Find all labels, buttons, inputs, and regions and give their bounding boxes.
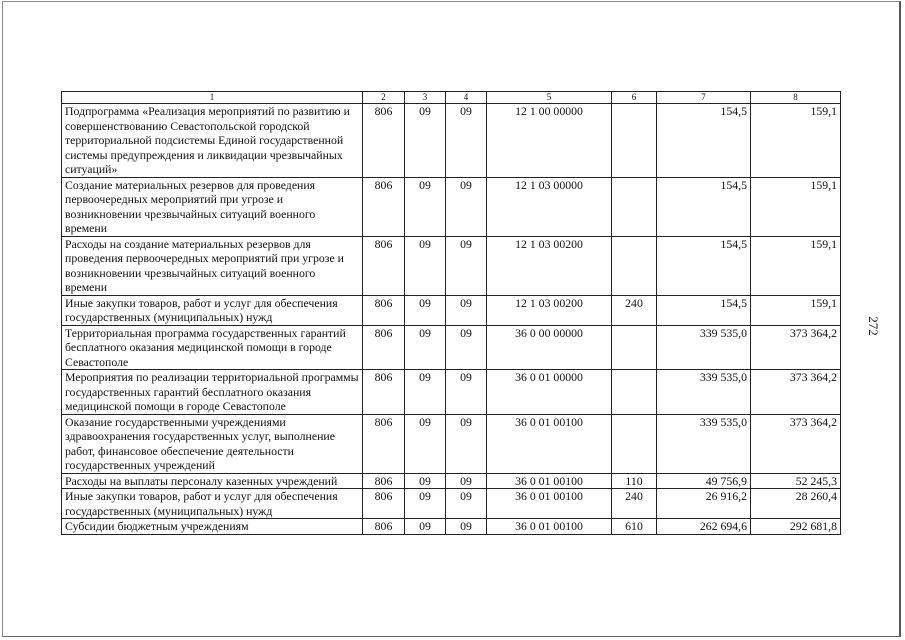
ministry-code: 806 xyxy=(363,519,405,535)
amount-year-2: 373 364,2 xyxy=(751,414,841,473)
ministry-code: 806 xyxy=(363,236,405,295)
expense-type-code: 240 xyxy=(612,489,657,519)
expense-type-code xyxy=(612,414,657,473)
subsection-code: 09 xyxy=(446,295,487,325)
column-number: 2 xyxy=(363,92,405,104)
table-row xyxy=(62,489,841,519)
subsection-code: 09 xyxy=(446,104,487,178)
target-article-code: 12 1 03 00200 xyxy=(487,236,612,295)
amount-year-1: 339 535,0 xyxy=(657,325,751,370)
column-number: 4 xyxy=(446,92,487,104)
column-number: 6 xyxy=(612,92,657,104)
section-code: 09 xyxy=(405,473,446,489)
section-code: 09 xyxy=(405,370,446,415)
row-name: Подпрограмма «Реализация мероприятий по развитию и совершенствованию Севастопольской городской территориальной подсистемы Единой государственной системы предупреждения и ликвидации чрезвычайных ситуаций» xyxy=(62,104,363,178)
row-name: Территориальная программа государственных гарантий бесплатного оказания медицинской помощи в городе Севастополе xyxy=(62,325,363,370)
target-article-code: 12 1 00 00000 xyxy=(487,104,612,178)
amount-year-2: 159,1 xyxy=(751,104,841,178)
table-row xyxy=(62,473,841,489)
amount-year-1: 154,5 xyxy=(657,295,751,325)
ministry-code: 806 xyxy=(363,489,405,519)
expense-type-code xyxy=(612,325,657,370)
table-row xyxy=(62,414,841,473)
amount-year-2: 28 260,4 xyxy=(751,489,841,519)
target-article-code: 36 0 01 00000 xyxy=(487,370,612,415)
section-code: 09 xyxy=(405,177,446,236)
subsection-code: 09 xyxy=(446,370,487,415)
amount-year-1: 26 916,2 xyxy=(657,489,751,519)
amount-year-1: 154,5 xyxy=(657,104,751,178)
expense-type-code xyxy=(612,104,657,178)
subsection-code: 09 xyxy=(446,473,487,489)
amount-year-2: 159,1 xyxy=(751,236,841,295)
expense-type-code xyxy=(612,177,657,236)
subsection-code: 09 xyxy=(446,414,487,473)
section-code: 09 xyxy=(405,414,446,473)
row-name: Иные закупки товаров, работ и услуг для обеспечения государственных (муниципальных) нужд xyxy=(62,295,363,325)
section-code: 09 xyxy=(405,489,446,519)
row-name: Субсидии бюджетным учреждениям xyxy=(62,519,363,535)
table-row xyxy=(62,325,841,370)
expense-type-code: 610 xyxy=(612,519,657,535)
row-name: Расходы на выплаты персоналу казенных учреждений xyxy=(62,473,363,489)
amount-year-2: 373 364,2 xyxy=(751,370,841,415)
section-code: 09 xyxy=(405,519,446,535)
amount-year-1: 262 694,6 xyxy=(657,519,751,535)
target-article-code: 36 0 01 00100 xyxy=(487,489,612,519)
column-number: 1 xyxy=(62,92,363,104)
table-row xyxy=(62,519,841,535)
amount-year-1: 49 756,9 xyxy=(657,473,751,489)
subsection-code: 09 xyxy=(446,236,487,295)
section-code: 09 xyxy=(405,236,446,295)
target-article-code: 12 1 03 00000 xyxy=(487,177,612,236)
table-row xyxy=(62,295,841,325)
ministry-code: 806 xyxy=(363,370,405,415)
expense-type-code xyxy=(612,236,657,295)
amount-year-2: 292 681,8 xyxy=(751,519,841,535)
target-article-code: 36 0 01 00100 xyxy=(487,473,612,489)
table-row xyxy=(62,104,841,178)
ministry-code: 806 xyxy=(363,473,405,489)
ministry-code: 806 xyxy=(363,325,405,370)
ministry-code: 806 xyxy=(363,414,405,473)
amount-year-1: 154,5 xyxy=(657,236,751,295)
subsection-code: 09 xyxy=(446,519,487,535)
section-code: 09 xyxy=(405,104,446,178)
section-code: 09 xyxy=(405,295,446,325)
row-name: Создание материальных резервов для проведения первоочередных мероприятий при угрозе и возникновении чрезвычайных ситуаций военного времени xyxy=(62,177,363,236)
subsection-code: 09 xyxy=(446,325,487,370)
table-row xyxy=(62,177,841,236)
amount-year-2: 373 364,2 xyxy=(751,325,841,370)
expense-type-code: 110 xyxy=(612,473,657,489)
table-row xyxy=(62,370,841,415)
amount-year-2: 52 245,3 xyxy=(751,473,841,489)
subsection-code: 09 xyxy=(446,489,487,519)
amount-year-2: 159,1 xyxy=(751,295,841,325)
ministry-code: 806 xyxy=(363,295,405,325)
target-article-code: 36 0 01 00100 xyxy=(487,519,612,535)
column-number: 3 xyxy=(405,92,446,104)
section-code: 09 xyxy=(405,325,446,370)
column-number-row xyxy=(62,92,841,104)
amount-year-1: 339 535,0 xyxy=(657,370,751,415)
ministry-code: 806 xyxy=(363,177,405,236)
budget-table xyxy=(61,91,841,535)
row-name: Мероприятия по реализации территориальной программы государственных гарантий бесплатного оказания медицинской помощи в городе Севастополе xyxy=(62,370,363,415)
expense-type-code xyxy=(612,370,657,415)
page-number: 272 xyxy=(866,316,881,336)
target-article-code: 12 1 03 00200 xyxy=(487,295,612,325)
column-number: 8 xyxy=(751,92,841,104)
target-article-code: 36 0 01 00100 xyxy=(487,414,612,473)
amount-year-2: 159,1 xyxy=(751,177,841,236)
amount-year-1: 154,5 xyxy=(657,177,751,236)
ministry-code: 806 xyxy=(363,104,405,178)
table-row xyxy=(62,236,841,295)
row-name: Иные закупки товаров, работ и услуг для обеспечения государственных (муниципальных) нужд xyxy=(62,489,363,519)
row-name: Расходы на создание материальных резервов для проведения первоочередных мероприятий при угрозе и возникновении чрезвычайных ситуаций военного времени xyxy=(62,236,363,295)
row-name: Оказание государственными учреждениями здравоохранения государственных услуг, выполнение работ, финансовое обеспечение деятельности государственных учреждений xyxy=(62,414,363,473)
column-number: 7 xyxy=(657,92,751,104)
target-article-code: 36 0 00 00000 xyxy=(487,325,612,370)
amount-year-1: 339 535,0 xyxy=(657,414,751,473)
subsection-code: 09 xyxy=(446,177,487,236)
column-number: 5 xyxy=(487,92,612,104)
expense-type-code: 240 xyxy=(612,295,657,325)
